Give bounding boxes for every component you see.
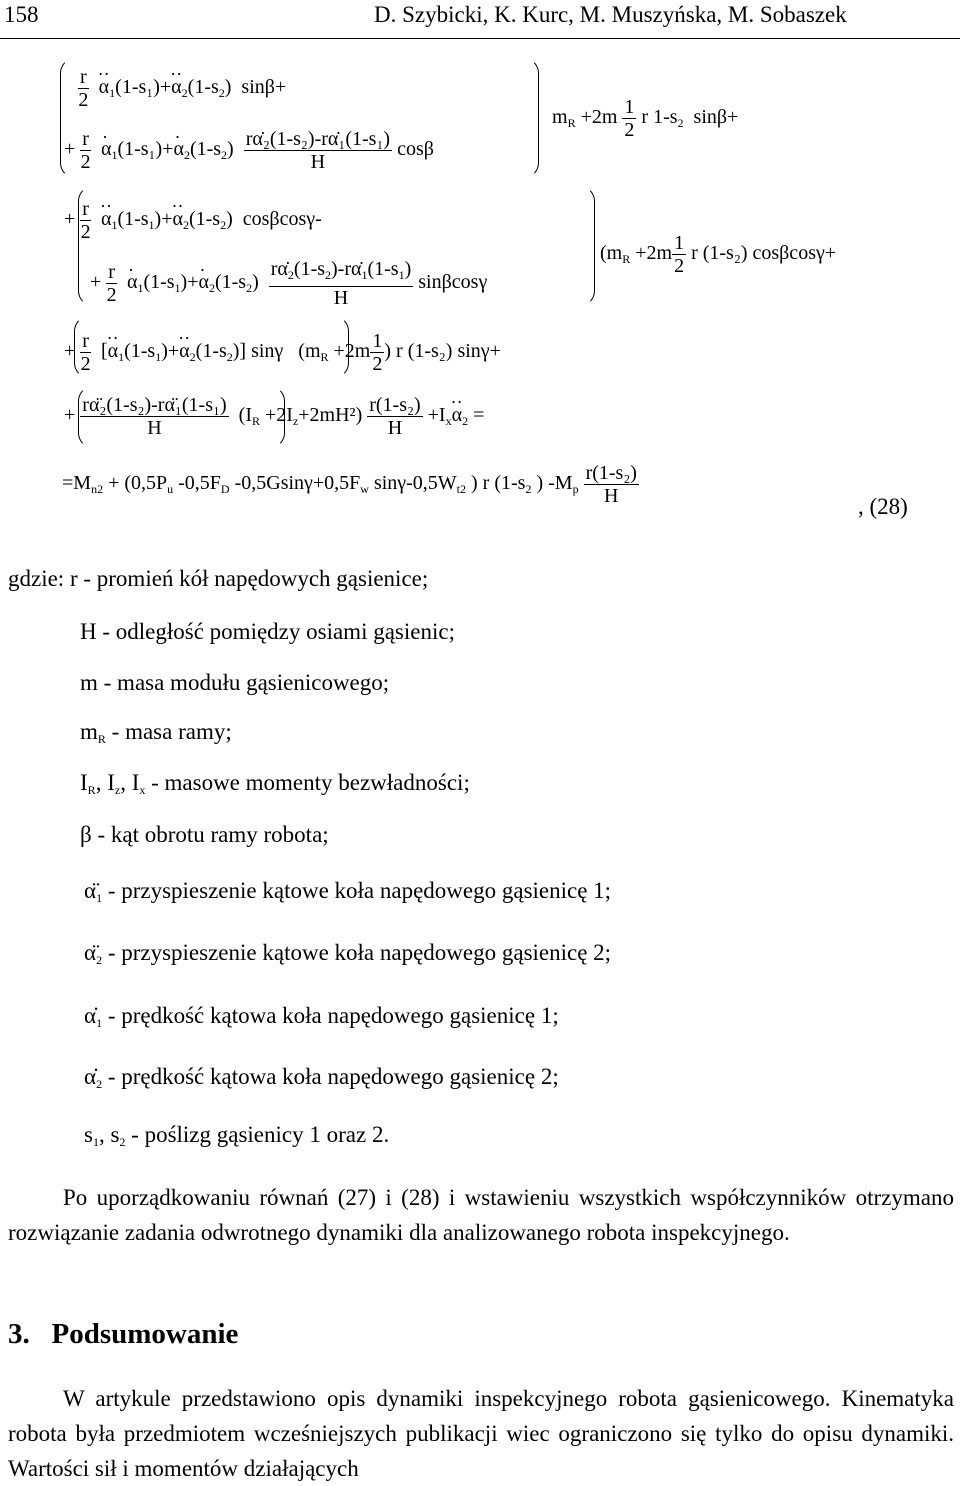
definition-item: $\alphä_2$ - przyspieszenie kątowe koła napędowego gąsienicę 2; [84,940,612,967]
page-number: 158 [4,2,39,27]
eq-line2: + $\frac{r}{2}$ · $\alpha_1(1-s_1)+\cdot \alpha_2(1-s_2)$ $\frac{\text{rα̇₂(1-s₂)-rα̇₁(1-s₁)}}{H}$ cosβ [64,128,434,173]
eq-line4: + $\frac{r}{2}$ · $\alpha_1(1-s_1)+\cdot \alpha_2(1-s_2)$ $\frac{r\alphȧ_2(1-s_2)-r\alphȧ_1(1-s_1)}{H}$ sinβcosγ [90,258,487,309]
definition-item: $m_R$ - masa ramy; [80,719,232,746]
eq-line1: $\frac{r}{2}$ ·· $\alpha_1(1-s_1)+\cdot\cdot \alpha_2(1-s_2)$ sinβ+ [78,66,286,111]
eq-line3: + $\frac{r}{2}$ ·· $\alpha_1(1-s_1)+\cdot\cdot \alpha_2(1-s_2)$ cosβcosγ- [64,198,322,243]
definition-item: $I_R$, $I_z$, $I_x$ - masowe momenty bezwładności; [80,770,470,797]
running-header-authors: D. Szybicki, K. Kurc, M. Muszyńska, M. Sobaszek [374,2,847,27]
definition-item: β - kąt obrotu ramy robota; [80,822,329,847]
eq-rhs: $=M_{n2} + (0,5P_u$ $-0,5F_D$ $-0,5Gsin\gamma+0,5F_w$ sinγ-$0,5W_{t2}$ ) r ($1-s_2$ ) $-M_p$ $\frac{\text{r(1-s₂)}}{H}$ [62,462,637,507]
definition-item: H - odległość pomiędzy osiami gąsienic; [80,619,455,644]
definition-item: $\alphȧ_2$ - prędkość kątowa koła napędowego gąsienicę 2; [84,1064,559,1091]
definition-item: gdzie: r - promień kół napędowych gąsienice; [8,566,429,591]
section-title: Podsumowanie [51,1318,239,1350]
paren-right-1 [524,58,539,178]
section-heading [8,1318,238,1351]
definition-item: $s_1$, $s_2$ - poślizg gąsienicy 1 oraz 2. [84,1122,390,1149]
eq-mass-term2: ($m_R +2m$ $\frac{1}{2}$ r (1-s₂) cosβcosγ+ [600,232,837,277]
eq-line5: + $\frac{r}{2}$ [·· $\alpha_1(1-s_1)+\cdot\cdot \alpha_2(1-s_2)$] sinγ ($m_R +2m$ $\frac{1}{2}$ ) r (1-s₂) sinγ+ [64,330,501,375]
definition-item: $\alphä_1$ - przyspieszenie kątowe koła napędowego gąsienicę 1; [84,878,612,905]
eq-mass-term1: $m_R +2m$ $\frac{1}{2}$ r $1-s_2$ sinβ+ [552,96,739,141]
paren-right-2 [580,186,595,306]
equation-number: , (28) [858,494,908,519]
paragraph: Po uporządkowaniu równań (27) i (28) i wstawieniu wszystkich współczynników otrzymano rozwiązanie zadania odwrotnego dynamiki dla analizowanego robota inspekcyjnego. [8,1185,954,1245]
section-number: 3. [8,1318,30,1350]
eq-line6: + $\frac{\text{rα̈₂(1-s₂)-rα̈₁(1-s₁)}}{H}$ $(I_R +2I_z+2mH^2)$ $\frac{\text{r(1-s₂)}}{H}$ $+I_x\cdot\cdot \alpha_2$ = [64,394,484,439]
definition-item: $\alphȧ_1$ - prędkość kątowa koła napędowego gąsienicę 1; [84,1003,559,1030]
paragraph: W artykule przedstawiono opis dynamiki inspekcyjnego robota gąsienicowego. Kinematyka robota była przedmiotem wcześniejszych publikacji wiec ograniczono się tylko do opisu dynamiki. Wartości sił i momentów działających [8,1386,954,1481]
definition-item: m - masa modułu gąsienicowego; [80,670,390,695]
